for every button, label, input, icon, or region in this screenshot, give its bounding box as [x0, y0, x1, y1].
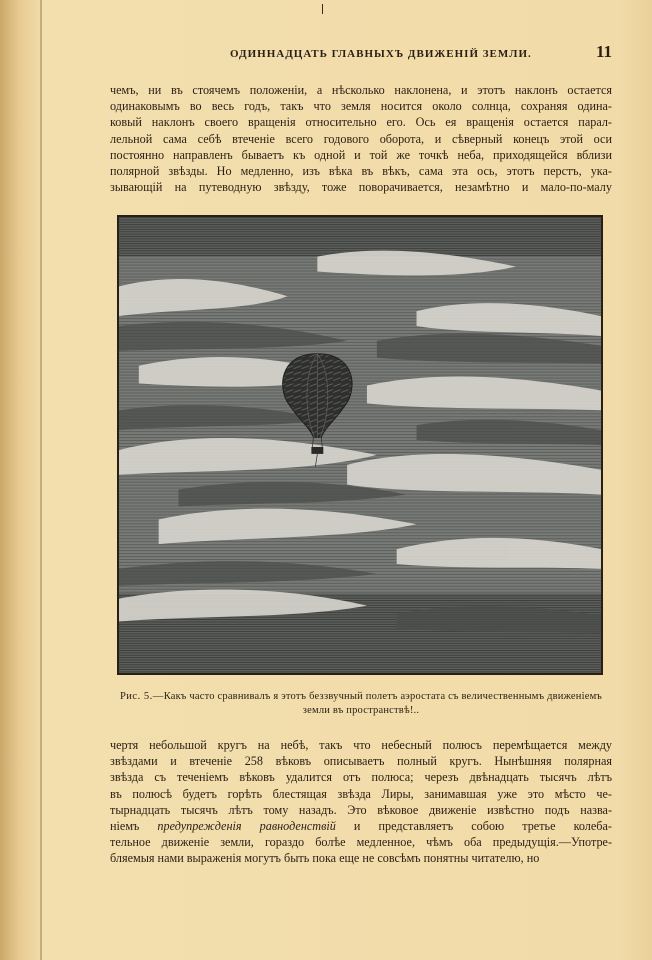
page-header — [110, 42, 612, 66]
text-line: бляемыя нами выраженія могутъ быть пока еще не совсѣмъ понятны читателю, но — [110, 851, 540, 866]
text-line: ковый наклонъ своего вращенія относительно его. Ось ея вращенія остается парал- — [110, 115, 612, 130]
text-line: въ полюсѣ будетъ горѣть блестящая звѣзда Лиры, занимавшая уже это мѣсто че- — [110, 786, 612, 801]
caption-text: Какъ часто сравнивалъ я этотъ беззвучный полетъ аэростата съ величественнымъ движеніемъ земли въ пространствѣ!.. — [163, 691, 603, 716]
balloon-engraving — [117, 215, 603, 675]
text-line: полярной звѣзды. Но медленно, изъ вѣка въ вѣкъ, сама эта ось, этотъ перстъ, ука- — [110, 164, 612, 179]
book-gutter — [40, 0, 42, 960]
top-mark — [322, 4, 323, 14]
text-line: лельной сама себѣ втеченіе всего годового оборота, и сѣверный конецъ этой оси — [110, 131, 612, 146]
text-line: чертя небольшой кругъ на небѣ, такъ что небесный полюсъ перемѣщается между — [110, 738, 612, 752]
text-line: чемъ, ни въ стоячемъ положеніи, а нѣсколько наклонена, и этотъ наклонъ остается — [110, 83, 612, 97]
running-head: ОДИННАДЦАТЬ ГЛАВНЫХЪ ДВИЖЕНІЙ ЗЕМЛИ. — [230, 48, 532, 60]
italic-term: предупрежденія равноденствій — [157, 819, 336, 834]
engraving-svg — [119, 217, 601, 673]
line-end: и представляетъ собою третье колеба- — [335, 819, 612, 834]
text-line: тельное движеніе земли, гораздо болѣе медленное, чѣмъ оба предыдущія.—Употре- — [110, 835, 612, 850]
text-line: зывающій на путеводную звѣзду, тоже поворачивается, незамѣтно и мало-по-малу — [110, 180, 612, 195]
bottom-paragraph — [110, 737, 612, 867]
text-line-with-term — [110, 818, 612, 834]
text-line: звѣзда съ теченіемъ вѣковъ удалится отъ полюса; черезъ двѣнадцать тысячъ лѣтъ — [110, 770, 612, 785]
text-line: одинаковымъ во весь годъ, такъ что земля носится около солнца, сохраняя одина- — [110, 99, 612, 114]
top-paragraph — [110, 82, 612, 195]
line-start: ніемъ — [110, 819, 158, 834]
text-line: постоянно направленъ бываетъ къ одной и той же точкѣ неба, приходящейся вблизи — [110, 147, 612, 162]
figure-label: Рис. 5.— — [119, 691, 164, 702]
figure-caption — [110, 690, 612, 718]
text-line: тырнадцать тысячъ лѣтъ тому назадъ. Это вѣковое движеніе извѣстно подъ назва- — [110, 802, 612, 817]
text-line: звѣздами и втеченіе 258 вѣковъ описываетъ полный кругъ. Нынѣшняя полярная — [110, 754, 612, 769]
page-number: 11 — [595, 42, 612, 61]
